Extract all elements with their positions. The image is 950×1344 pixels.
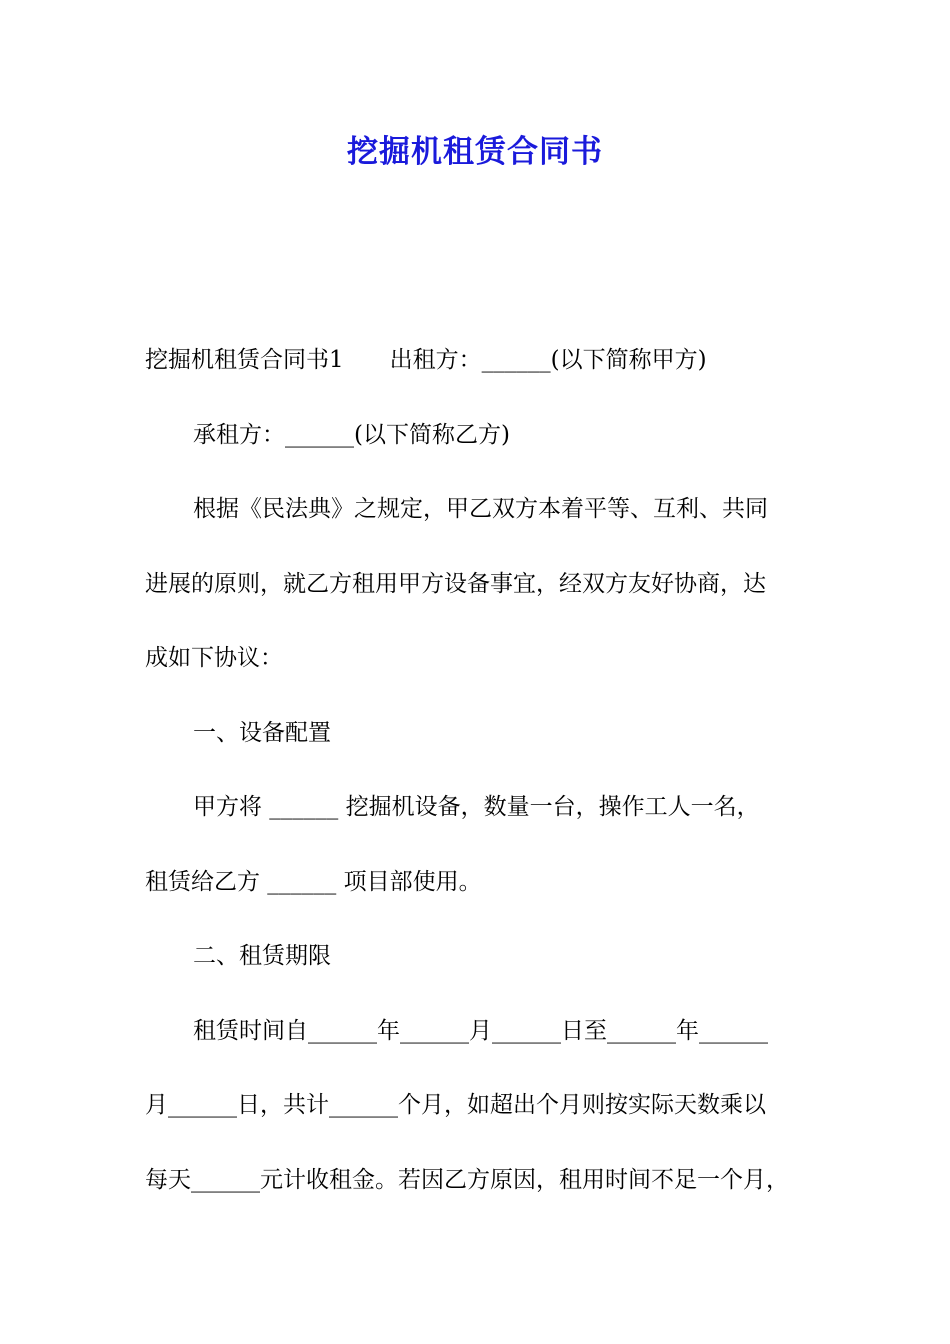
section-heading-term: 二、租赁期限 [193, 943, 331, 969]
document-title: 挖掘机租赁合同书 [347, 134, 603, 170]
paragraph-line: 租赁给乙方 ______ 项目部使用。 [145, 868, 482, 895]
paragraph-line: 根据《民法典》之规定，甲乙双方本着平等、互利、共同 [193, 496, 768, 522]
paragraph-line: 每天______元计收租金。若因乙方原因，租用时间不足一个月， [145, 1166, 789, 1193]
paragraph-line: 进展的原则，就乙方租用甲方设备事宜，经双方友好协商，达 [145, 570, 766, 597]
lessor-field: 出租方：______(以下简称甲方) [389, 347, 707, 373]
paragraph-line: 租赁时间自______年______月______日至______年______ [193, 1017, 768, 1044]
lessee-field: 承租方：______(以下简称乙方) [193, 421, 510, 448]
paragraph-line: 月______日，共计______个月，如超出个月则按实际天数乘以 [145, 1092, 766, 1118]
paragraph-line: 甲方将 ______ 挖掘机设备，数量一台，操作工人一名， [193, 794, 760, 820]
contract-name: 挖掘机租赁合同书1 [145, 347, 344, 373]
contract-heading-line [145, 336, 815, 411]
section-heading-equipment: 一、设备配置 [193, 719, 331, 746]
paragraph-line: 成如下协议： [145, 645, 283, 671]
document-body [145, 336, 815, 1230]
